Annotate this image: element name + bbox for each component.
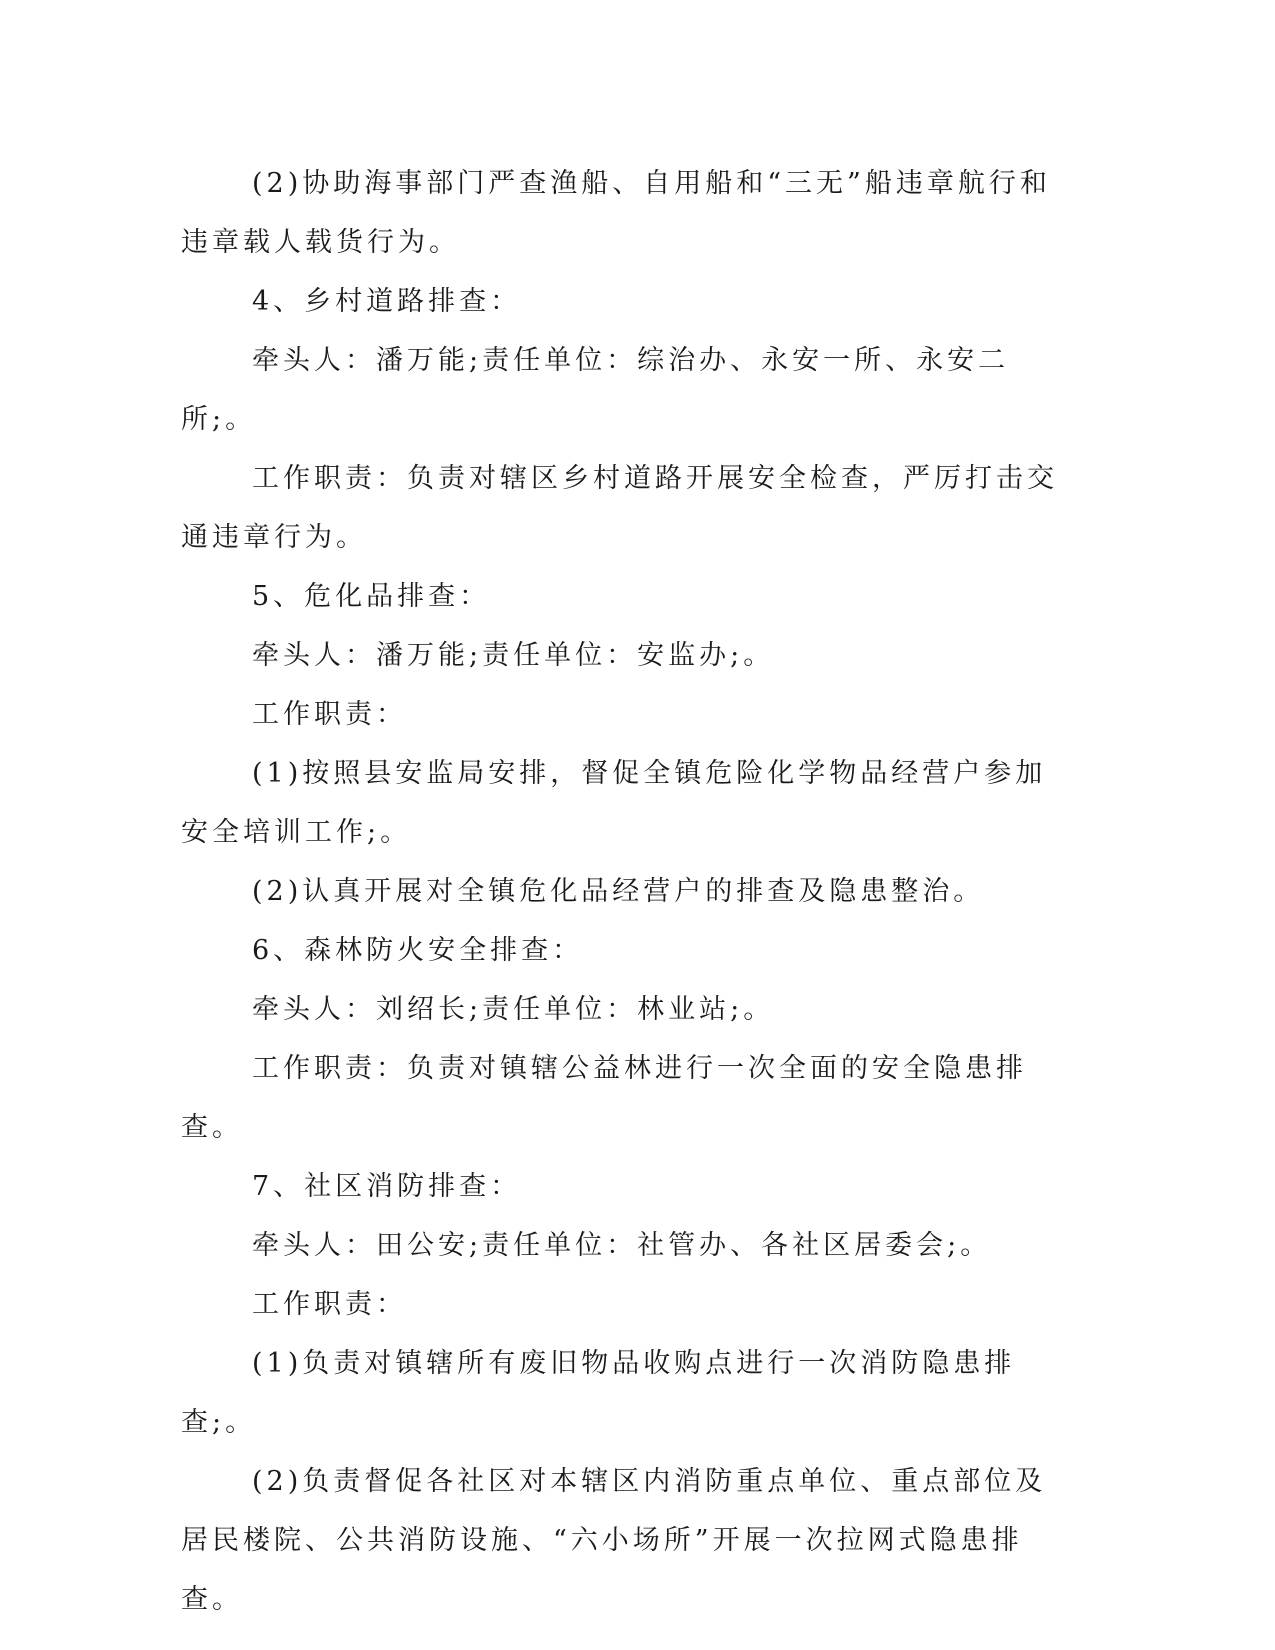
section-heading-forest-fire: 6、森林防火安全排查： (252, 935, 584, 966)
paragraph-rural-roads-duty: 工作职责：负责对辖区乡村道路开展安全检查，严厉打击交通违章行为。 (181, 463, 1058, 553)
paragraph-boat-inspection: (2)协助海事部门严查渔船、自用船和“三无”船违章航行和违章载人载货行为。 (181, 168, 1051, 258)
paragraph-hazardous-chemicals-duty-2: (2)认真开展对全镇危化品经营户的排查及隐患整治。 (252, 876, 985, 907)
document-body (181, 154, 1061, 1629)
paragraph-community-fire-duty-1: (1)负责对镇辖所有废旧物品收购点进行一次消防隐患排查;。 (181, 1348, 1016, 1438)
paragraph-community-fire-duty-2: (2)负责督促各社区对本辖区内消防重点单位、重点部位及居民楼院、公共消防设施、“六小场所”开展一次拉网式隐患排查。 (181, 1466, 1047, 1615)
paragraph-hazardous-chemicals-duty-label: 工作职责： (252, 699, 407, 730)
paragraph-forest-fire-lead: 牵头人：刘绍长;责任单位：林业站;。 (252, 994, 775, 1025)
paragraph-rural-roads-lead: 牵头人：潘万能;责任单位：综治办、永安一所、永安二所;。 (181, 345, 1010, 435)
paragraph-hazardous-chemicals-lead: 牵头人：潘万能;责任单位：安监办;。 (252, 640, 775, 671)
paragraph-forest-fire-duty: 工作职责：负责对镇辖公益林进行一次全面的安全隐患排查。 (181, 1053, 1027, 1143)
section-heading-community-fire: 7、社区消防排查： (252, 1171, 522, 1202)
section-heading-rural-roads: 4、乡村道路排查： (252, 286, 522, 317)
paragraph-community-fire-lead: 牵头人：田公安;责任单位：社管办、各社区居委会;。 (252, 1230, 992, 1261)
paragraph-community-fire-duty-label: 工作职责： (252, 1289, 407, 1320)
section-heading-hazardous-chemicals: 5、危化品排查： (252, 581, 491, 612)
paragraph-hazardous-chemicals-duty-1: (1)按照县安监局安排，督促全镇危险化学物品经营户参加安全培训工作;。 (181, 758, 1047, 848)
